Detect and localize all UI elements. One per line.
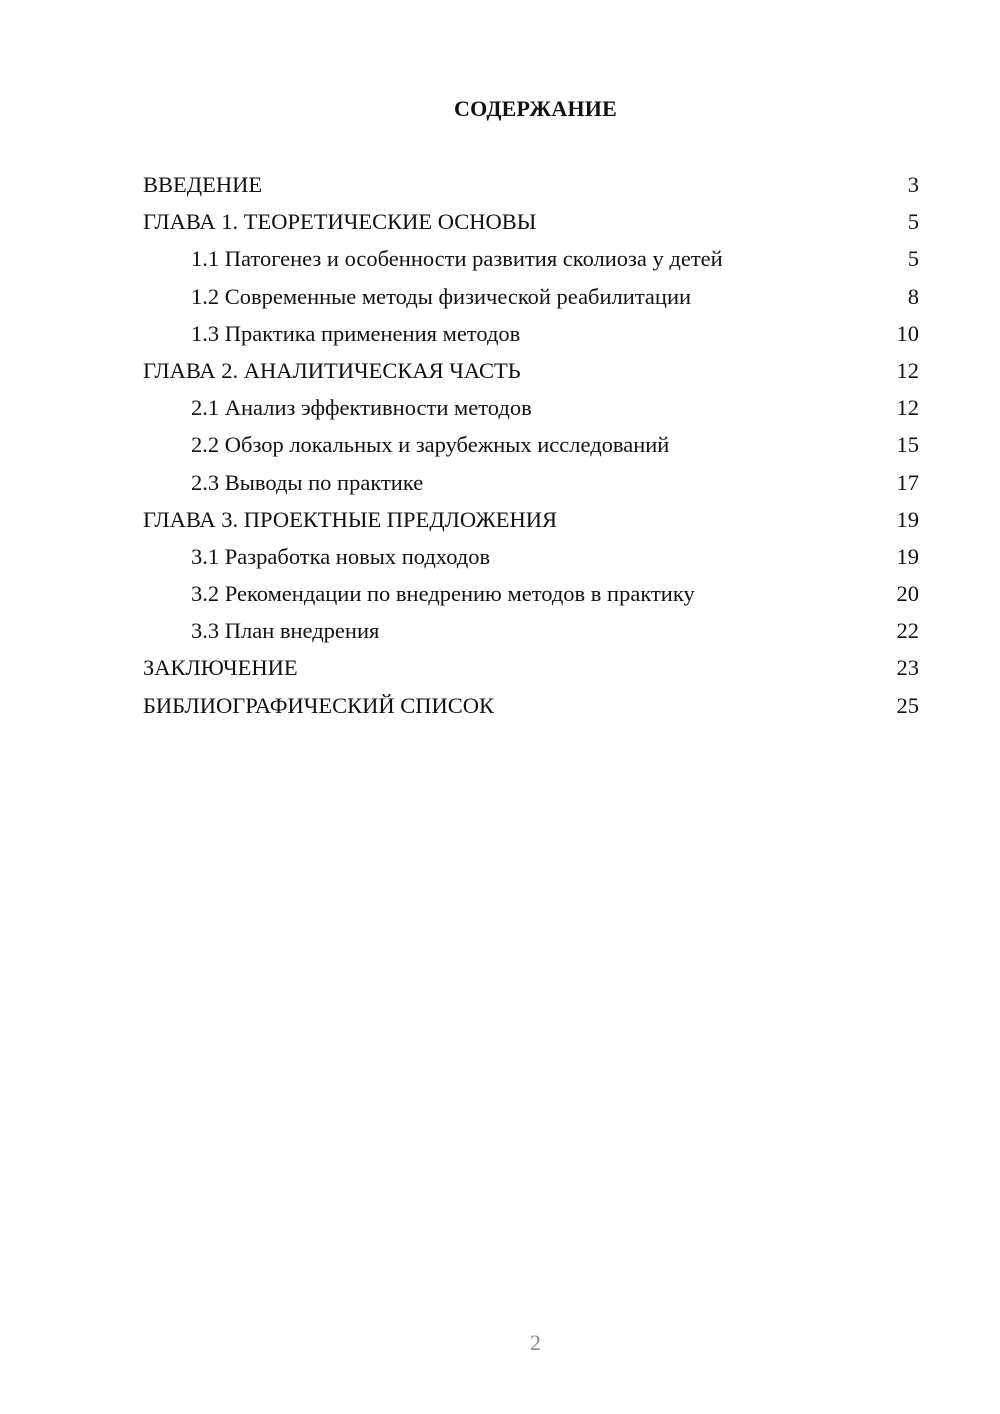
toc-subitem bbox=[143, 389, 919, 426]
toc-subitem bbox=[143, 464, 919, 501]
toc-item-label: 2.2 Обзор локальных и зарубежных исследований bbox=[191, 432, 670, 458]
toc-item-page: 3 bbox=[907, 172, 919, 197]
toc-item-label: ВВЕДЕНИЕ bbox=[143, 172, 263, 197]
toc-item-label: 2.1 Анализ эффективности методов bbox=[191, 395, 532, 421]
toc-item-label: ГЛАВА 2. АНАЛИТИЧЕСКАЯ ЧАСТЬ bbox=[143, 357, 521, 383]
toc-subitem bbox=[143, 575, 919, 612]
toc-item-label: ЗАКЛЮЧЕНИЕ bbox=[143, 655, 298, 681]
page-number: 2 bbox=[530, 1330, 541, 1355]
toc-item-page: 10 bbox=[896, 320, 919, 346]
toc-item-label: 1.3 Практика применения методов bbox=[191, 320, 521, 346]
table-of-contents bbox=[143, 166, 919, 724]
toc-item-label: 3.1 Разработка новых подходов bbox=[191, 543, 491, 569]
toc-item-page: 25 bbox=[896, 692, 919, 718]
toc-item-page: 5 bbox=[907, 209, 919, 235]
toc-subitem bbox=[143, 315, 919, 352]
toc-subitem bbox=[143, 278, 919, 315]
toc-item-label: 3.2 Рекомендации по внедрению методов в практику bbox=[191, 581, 695, 607]
toc-item-label: 1.2 Современные методы физической реабилитации bbox=[191, 283, 692, 309]
toc-item-page: 12 bbox=[896, 395, 919, 421]
toc-item-page: 23 bbox=[896, 655, 919, 681]
toc-item bbox=[143, 501, 919, 538]
toc-item-page: 8 bbox=[907, 283, 919, 309]
toc-item bbox=[143, 687, 919, 724]
toc-item-page: 20 bbox=[896, 581, 919, 607]
toc-item bbox=[143, 203, 919, 240]
toc-item-page: 22 bbox=[896, 618, 919, 644]
toc-subitem bbox=[143, 426, 919, 463]
toc-item-page: 5 bbox=[907, 246, 919, 272]
toc-item-label: ГЛАВА 1. ТЕОРЕТИЧЕСКИЕ ОСНОВЫ bbox=[143, 209, 537, 235]
toc-subitem bbox=[143, 538, 919, 575]
toc-item-page: 19 bbox=[896, 543, 919, 569]
toc-item-page: 15 bbox=[896, 432, 919, 458]
toc-item-label: 2.3 Выводы по практике bbox=[191, 469, 424, 495]
toc-subitem bbox=[143, 240, 919, 277]
toc-item-label: ГЛАВА 3. ПРОЕКТНЫЕ ПРЕДЛОЖЕНИЯ bbox=[143, 506, 558, 532]
toc-item-label: 3.3 План внедрения bbox=[191, 618, 380, 644]
toc-item bbox=[143, 649, 919, 686]
toc-item-label: БИБЛИОГРАФИЧЕСКИЙ СПИСОК bbox=[143, 692, 495, 718]
toc-item-label: 1.1 Патогенез и особенности развития сколиоза у детей bbox=[191, 246, 723, 272]
page-title: СОДЕРЖАНИЕ bbox=[454, 96, 617, 121]
toc-item-page: 17 bbox=[896, 469, 919, 495]
toc-item bbox=[143, 352, 919, 389]
toc-item-page: 19 bbox=[896, 506, 919, 532]
toc-item bbox=[143, 166, 919, 203]
toc-item-page: 12 bbox=[896, 357, 919, 383]
toc-subitem bbox=[143, 612, 919, 649]
